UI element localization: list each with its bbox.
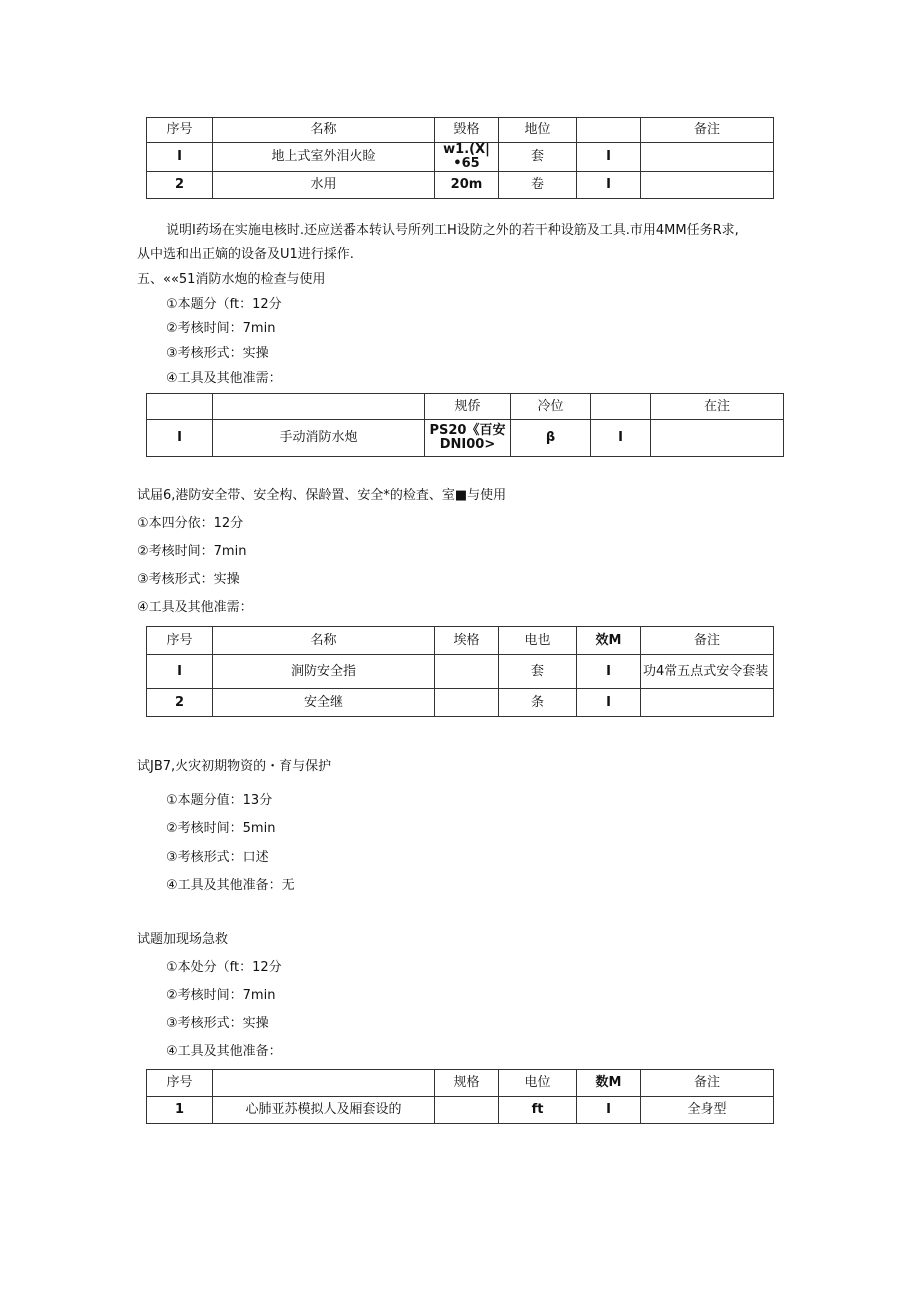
cell: 条 (499, 689, 577, 717)
header-cell: 规侨 (425, 394, 511, 420)
cell: 功4常五点式安令套装 (641, 655, 774, 689)
section-item: ②考核时间：7min (166, 988, 276, 1003)
header-cell (591, 394, 651, 420)
equipment-table-1 (146, 117, 774, 199)
section-item: ①本题分值：13分 (166, 793, 273, 808)
header-cell: 备注 (641, 627, 774, 655)
cell: 1 (147, 1097, 213, 1124)
cell (651, 420, 784, 457)
header-cell: 埃格 (435, 627, 499, 655)
cell: I (147, 655, 213, 689)
header-cell: 电位 (499, 1070, 577, 1097)
section-item: ④工具及其他准备： (166, 1044, 282, 1059)
table-header-row (147, 118, 774, 143)
note-line-2: 从中选和出正嫡的设备及U1进行採作. (137, 247, 354, 262)
cell: 卷 (499, 172, 577, 199)
section-item: ①本四分依：12分 (137, 516, 244, 531)
section-item: ③考核形式：实操 (137, 572, 240, 587)
section-item: ①本处分（ft：12分 (166, 960, 282, 975)
header-cell (577, 118, 641, 143)
cell: β (511, 420, 591, 457)
equipment-table-4 (146, 1069, 774, 1124)
header-cell: 序号 (147, 627, 213, 655)
table-row (147, 655, 774, 689)
cell: I (577, 655, 641, 689)
cell: 2 (147, 172, 213, 199)
equipment-table-2 (146, 393, 784, 457)
section-item: ④工具及其他准需： (166, 371, 282, 386)
table-row (147, 143, 774, 172)
header-cell (213, 394, 425, 420)
section-item: ①本题分（ft：12分 (166, 297, 282, 312)
table-header-row (147, 394, 784, 420)
cell: 套 (499, 143, 577, 172)
cell (435, 655, 499, 689)
table-row (147, 689, 774, 717)
header-cell: 备注 (641, 1070, 774, 1097)
section-title: 试届6,港防安全带、安全构、保龄置、安全*的检査、室■与使用 (137, 488, 507, 503)
cell: I (577, 143, 641, 172)
header-cell: 序号 (147, 118, 213, 143)
header-cell: 冷位 (511, 394, 591, 420)
cell: 涧防安全指 (213, 655, 435, 689)
cell (641, 689, 774, 717)
header-cell: 毁格 (435, 118, 499, 143)
header-cell: 电也 (499, 627, 577, 655)
header-cell (213, 1070, 435, 1097)
cell: 地上式室外泪火睑 (213, 143, 435, 172)
cell: I (577, 172, 641, 199)
cell: 2 (147, 689, 213, 717)
section-item: ②考核时间：7min (166, 321, 276, 336)
header-cell: 规格 (435, 1070, 499, 1097)
header-cell: 在注 (651, 394, 784, 420)
cell (435, 1097, 499, 1124)
cell: 20m (435, 172, 499, 199)
cell: I (591, 420, 651, 457)
section-item: ④工具及其他准需： (137, 600, 253, 615)
table-row (147, 1097, 774, 1124)
cell (641, 172, 774, 199)
cell (435, 689, 499, 717)
header-cell: 备注 (641, 118, 774, 143)
cell: 心肺亚苏模拟人及厢套设的 (213, 1097, 435, 1124)
section-title: 五、««51消防水炮的检查与使用 (137, 272, 326, 287)
cell: 水用 (213, 172, 435, 199)
cell: 全身型 (641, 1097, 774, 1124)
cell: 套 (499, 655, 577, 689)
section-item: ③考核形式：口述 (166, 850, 269, 865)
table-header-row (147, 627, 774, 655)
note-line-1: 说明I药场在实施电核时.还应送番本转认号所列工H设防之外的若干种设筋及工具.市用4MM任务R求, (166, 223, 739, 238)
cell (641, 143, 774, 172)
cell: I (577, 1097, 641, 1124)
cell: 安全继 (213, 689, 435, 717)
cell: I (147, 420, 213, 457)
header-cell: 地位 (499, 118, 577, 143)
header-cell: 名称 (213, 118, 435, 143)
section-item: ④工具及其他准备：无 (166, 878, 295, 893)
equipment-table-3 (146, 626, 774, 717)
table-row (147, 420, 784, 457)
section-item: ②考核时间：7min (137, 544, 247, 559)
cell: I (577, 689, 641, 717)
cell: I (147, 143, 213, 172)
section-title: 试JB7,火灾初期物资的・育与保护 (137, 759, 332, 774)
cell: ft (499, 1097, 577, 1124)
section-item: ③考核形式：实操 (166, 346, 269, 361)
table-header-row (147, 1070, 774, 1097)
header-cell (147, 394, 213, 420)
header-cell: 数M (577, 1070, 641, 1097)
table-row (147, 172, 774, 199)
header-cell: 名称 (213, 627, 435, 655)
cell: 手动消防水炮 (213, 420, 425, 457)
header-cell: 序号 (147, 1070, 213, 1097)
cell: PS20《百安DNI00> (425, 420, 511, 457)
cell: w1.(X|•65 (435, 143, 499, 172)
section-item: ②考核时间：5min (166, 821, 276, 836)
section-item: ③考核形式：实操 (166, 1016, 269, 1031)
section-title: 试题加现场急救 (137, 932, 229, 947)
header-cell: 效M (577, 627, 641, 655)
